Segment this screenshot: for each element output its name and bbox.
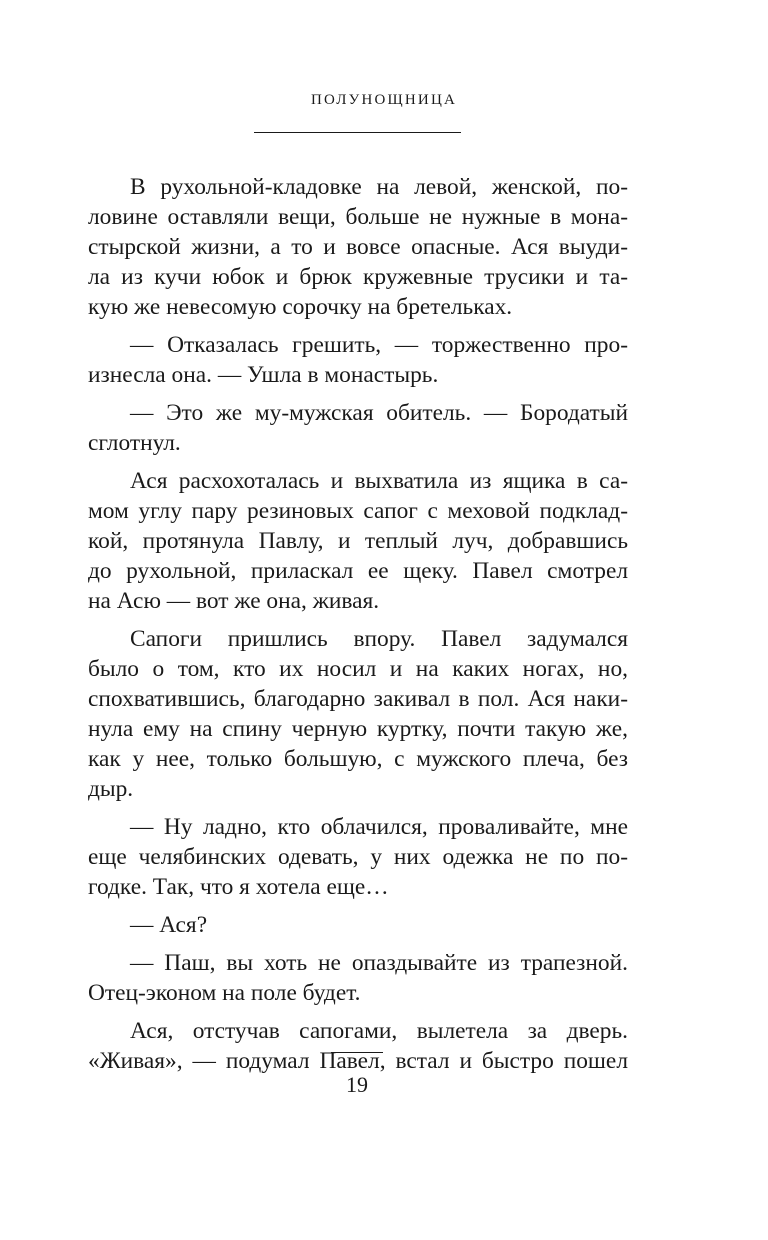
- paragraph: [88, 398, 628, 458]
- text-line: — Отказалась грешить, — торжественно про-: [130, 332, 628, 358]
- text-line: — Это же му-мужская обитель. — Бородатый: [130, 400, 628, 426]
- text-line: было о том, кто их носил и на каких ногах, но,: [88, 656, 628, 682]
- text-line: Сапоги пришлись впору. Павел задумался: [130, 626, 628, 652]
- text-line: кой, протянула Павлу, и теплый луч, добравшись: [88, 528, 628, 554]
- paragraph: [88, 812, 628, 902]
- text-line: дыр.: [88, 776, 134, 802]
- text-line: еще челябинских одевать, у них одежка не по по-: [88, 844, 628, 870]
- header-rule: [254, 132, 461, 133]
- page-number: 19: [346, 1072, 368, 1097]
- text-line: сглотнул.: [88, 430, 181, 456]
- text-line: на Асю — вот же она, живая.: [88, 588, 380, 614]
- text-line: — Ася?: [130, 912, 208, 938]
- text-line: изнесла она. — Ушла в монастырь.: [88, 362, 439, 388]
- paragraph: [88, 910, 628, 940]
- text-line: ла из кучи юбок и брюк кружевные трусики и та-: [88, 264, 628, 290]
- text-line: В рухольной-кладовке на левой, женской, по-: [130, 174, 628, 200]
- text-line: Ася расхохоталась и выхватила из ящика в са-: [130, 468, 628, 494]
- text-line: — Паш, вы хоть не опаздывайте из трапезной.: [130, 950, 628, 976]
- footer-rule: [331, 1052, 383, 1053]
- text-line: — Ну ладно, кто облачился, проваливайте, мне: [130, 814, 628, 840]
- text-line: кую же невесомую сорочку на бретельках.: [88, 294, 513, 320]
- text-line: «Живая», — подумал Павел, встал и быстро пошел: [88, 1048, 628, 1074]
- body-text: [88, 172, 628, 1076]
- text-line: до рухольной, приласкал ее щеку. Павел смотрел: [88, 558, 628, 584]
- running-head: ПОЛУНОЩНИЦА: [310, 92, 458, 108]
- text-line: годке. Так, что я хотела еще…: [88, 874, 389, 900]
- paragraph: [88, 624, 628, 804]
- paragraph: [88, 1016, 628, 1076]
- text-line: спохватившись, благодарно закивал в пол. Ася наки-: [88, 686, 628, 712]
- paragraph: [88, 948, 628, 1008]
- text-line: как у нее, только большую, с мужского плеча, без: [88, 746, 628, 772]
- text-line: нула ему на спину черную куртку, почти такую же,: [88, 716, 628, 742]
- paragraph: [88, 466, 628, 616]
- text-line: стырской жизни, а то и вовсе опасные. Ася выуди-: [88, 234, 628, 260]
- text-line: Ася, отстучав сапогами, вылетела за дверь.: [130, 1018, 628, 1044]
- text-line: ловине оставляли вещи, больше не нужные в мона-: [88, 204, 628, 230]
- text-line: Отец-эконом на поле будет.: [88, 980, 361, 1006]
- paragraph: [88, 172, 628, 322]
- paragraph: [88, 330, 628, 390]
- text-line: мом углу пару резиновых сапог с меховой подклад-: [88, 498, 628, 524]
